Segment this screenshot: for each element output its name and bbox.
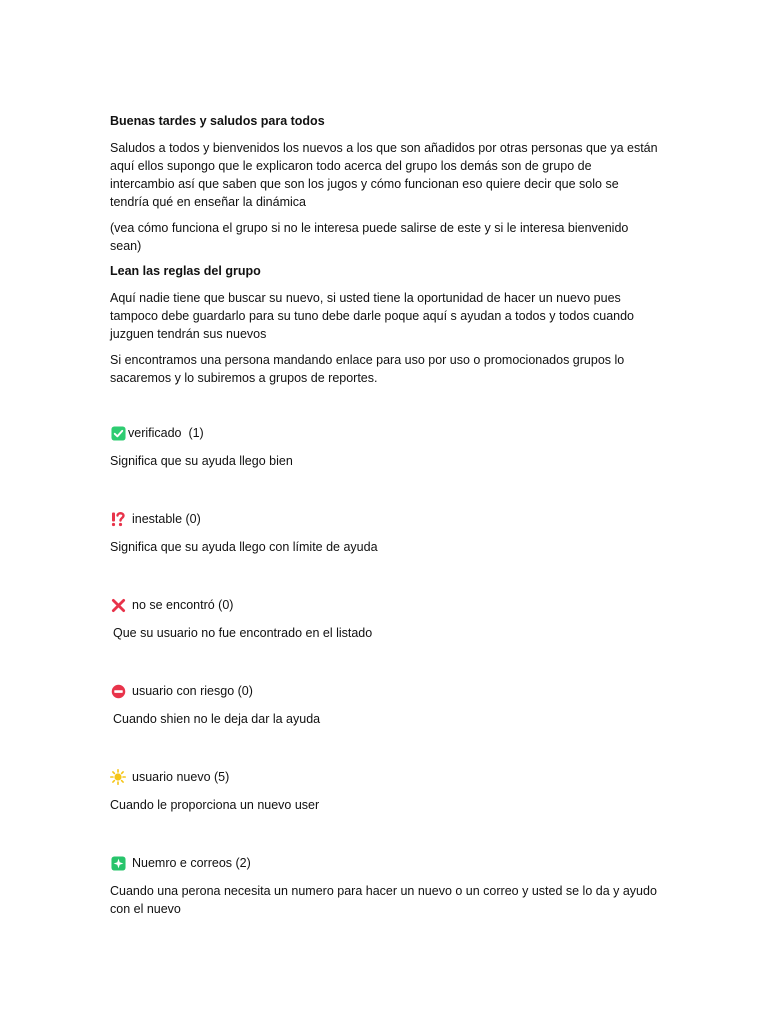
legend-item-description: Significa que su ayuda llego con límite de ayuda <box>110 540 378 554</box>
cross-mark-icon <box>110 597 126 613</box>
intro-note-paragraph: (vea cómo funciona el grupo si no le interesa puede salirse de este y si le interesa bienvenido sean) <box>110 221 629 253</box>
no-entry-icon <box>110 683 126 699</box>
legend-item-header <box>110 854 658 872</box>
legend-item-description: Cuando una perona necesita un numero para hacer un nuevo o un correo y usted se lo da y ayudo con el nuevo <box>110 884 657 916</box>
status-legend <box>110 424 658 918</box>
legend-item-numero-e-correos <box>110 854 658 918</box>
intro-paragraph: Saludos a todos y bienvenidos los nuevos a los que son añadidos por otras personas que ya están aquí ellos supongo que le explicaron todo acerca del grupo los demás son de grupo de intercambio así que saben que son los jugos y cómo funcionan eso quiere decir que solo se tendría qué en enseñar la dinámica <box>110 141 658 209</box>
legend-item-label: Nuemro e correos (2) <box>132 856 251 870</box>
exclamation-question-mark-icon <box>110 511 126 527</box>
document-title: Buenas tardes y saludos para todos <box>110 114 325 128</box>
legend-item-description: Cuando le proporciona un nuevo user <box>110 798 320 812</box>
legend-item-usuario-nuevo <box>110 768 658 814</box>
legend-item-header <box>110 768 658 786</box>
rules-paragraph: Aquí nadie tiene que buscar su nuevo, si usted tiene la oportunidad de hacer un nuevo pues tampoco debe guardarlo para su tuno debe darle poque aquí s ayudan a todos y todos cuando juzguen tendrán sus nuevos <box>110 291 634 341</box>
sparkle-icon <box>110 855 126 871</box>
legend-item-description: Cuando shien no le deja dar la ayuda <box>113 712 321 726</box>
legend-item-label: usuario nuevo (5) <box>132 770 230 784</box>
legend-item-header <box>110 510 658 528</box>
rules-paragraph: Si encontramos una persona mandando enlace para uso por uso o promocionados grupos lo sacaremos y lo subiremos a grupos de reportes. <box>110 353 625 385</box>
rules-heading: Lean las reglas del grupo <box>110 264 261 278</box>
legend-item-verificado <box>110 424 658 470</box>
legend-item-label: inestable (0) <box>132 512 201 526</box>
legend-item-header <box>110 682 658 700</box>
legend-item-inestable <box>110 510 658 556</box>
legend-item-description: Significa que su ayuda llego bien <box>110 454 293 468</box>
check-mark-button-icon <box>110 425 126 441</box>
legend-item-usuario-con-riesgo <box>110 682 658 728</box>
legend-item-header <box>110 596 658 614</box>
legend-item-label: usuario con riesgo (0) <box>132 684 253 698</box>
sun-icon <box>110 769 126 785</box>
legend-item-no-se-encontro <box>110 596 658 642</box>
legend-item-label: verificado (1) <box>128 426 204 440</box>
legend-item-header <box>110 424 658 442</box>
legend-item-label: no se encontró (0) <box>132 598 234 612</box>
document-content <box>110 113 658 918</box>
legend-item-description: Que su usuario no fue encontrado en el listado <box>113 626 373 640</box>
